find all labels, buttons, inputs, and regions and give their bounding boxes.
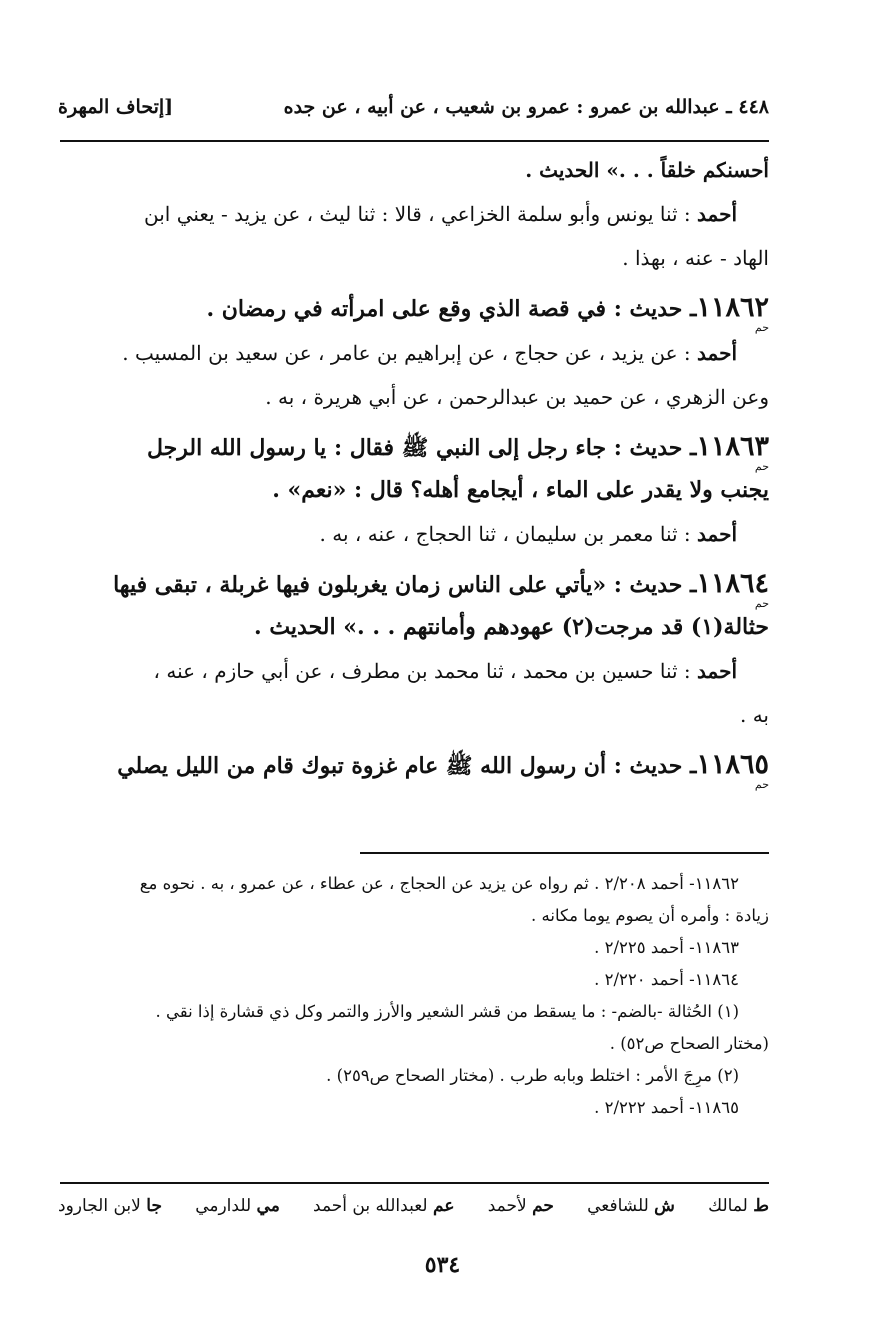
chain-text: : ثنا معمر بن سليمان ، ثنا الحجاج ، عنه ، به . (319, 522, 691, 546)
source-symbol: حم (754, 778, 769, 791)
footnote: ١١٨٦٢- أحمد ٢/٢٠٨ . ثم رواه عن يزيد عن الحجاج ، عن عطاء ، عن عمرو ، به . نحوه مع (139, 874, 739, 893)
page-number: ٥٣٤ (424, 1252, 461, 1278)
hadith-text: ـ حديث : في قصة الذي وقع على امرأته في رمضان . (206, 296, 697, 322)
hadith-number: ١١٨٦٤ (696, 568, 769, 599)
header-divider (60, 140, 769, 142)
chain-text: : ثنا يونس وأبو سلمة الخزاعي ، قالا : ثنا ليث ، عن يزيد - يعني ابن (143, 202, 691, 226)
chain-text: : ثنا حسين بن محمد ، ثنا محمد بن مطرف ، عن أبي حازم ، عنه ، (153, 659, 691, 683)
legend-item: ش للشافعي (587, 1196, 675, 1216)
narrator: أحمد (697, 341, 737, 365)
hadith-number: ١١٨٦٢ (696, 292, 769, 323)
footnote-divider (360, 852, 769, 854)
legend-item: حم لأحمد (487, 1196, 554, 1216)
hadith-11865 (58, 743, 769, 791)
hadith-number: ١١٨٦٣ (696, 431, 769, 462)
legend-divider (60, 1182, 769, 1184)
source-symbol: حم (754, 597, 769, 610)
narrator: أحمد (697, 202, 737, 226)
hadith-text-cont: يجنب ولا يقدر على الماء ، أيجامع أهله؟ قال : «نعم» . (272, 477, 769, 503)
legend-item: ط لمالك (708, 1196, 769, 1216)
footnote: ١١٨٦٤- أحمد ٢/٢٢٠ . (594, 970, 739, 989)
legend-item: مي للدارمي (195, 1196, 280, 1216)
footnote-cont: زيادة : وأمره أن يصوم يوما مكانه . (531, 906, 769, 925)
hadith-11863 (58, 425, 769, 473)
hadith-11864 (58, 562, 769, 610)
hadith-chain (58, 649, 769, 693)
hadith-text: ـ حديث : «يأتي على الناس زمان يغربلون فيها غربلة ، تبقى فيها (113, 572, 697, 598)
running-head (58, 90, 769, 124)
hadith-text: ـ حديث : جاء رجل إلى النبي ﷺ فقال : يا رسول الله الرجل (146, 435, 697, 461)
hadith-chain (58, 512, 769, 556)
hadith-text-cont: حثالة(١) قد مرجت(٢) عهودهم وأمانتهم . . .» الحديث . (254, 614, 769, 640)
chain-cont: وعن الزهري ، عن حميد بن عبدالرحمن ، عن أبي هريرة ، به . (265, 385, 769, 409)
abbreviation-legend (58, 1196, 769, 1216)
page-title: ٤٤٨ ـ عبدالله بن عمرو : عمرو بن شعيب ، عن أبيه ، عن جده (283, 96, 769, 118)
main-text (58, 148, 769, 791)
footnote: (١) الحُثالة -بالضم- : ما يسقط من قشر الشعير والأرز والتمر وكل ذي قشارة إذا نقي . (155, 1002, 739, 1021)
intro-chain (58, 192, 769, 236)
footnote: ١١٨٦٣- أحمد ٢/٢٢٥ . (594, 938, 739, 957)
footnote: ١١٨٦٥- أحمد ٢/٢٢٢ . (594, 1098, 739, 1117)
source-symbol: حم (754, 321, 769, 334)
hadith-text: ـ حديث : أن رسول الله ﷺ عام غزوة تبوك قام من الليل يصلي (117, 753, 697, 779)
footnote: (٢) مرِجَ الأمر : اختلط وبابه طرب . (مختار الصحاح ص٢٥٩) . (326, 1066, 739, 1085)
hadith-chain (58, 331, 769, 375)
legend-item: جا لابن الجارود (58, 1196, 162, 1216)
footnote-cont: (مختار الصحاح ص٥٢) . (609, 1034, 769, 1053)
intro-chain-cont: الهاد - عنه ، بهذا . (622, 246, 769, 270)
book-title: [إتحاف المهرة (58, 96, 174, 118)
legend-item: عم لعبدالله بن أحمد (313, 1196, 455, 1216)
footnotes (58, 868, 769, 1124)
narrator: أحمد (697, 522, 737, 546)
intro-line: أحسنكم خلقاً . . .» الحديث . (525, 158, 769, 182)
hadith-number: ١١٨٦٥ (696, 749, 769, 780)
chain-text: : عن يزيد ، عن حجاج ، عن إبراهيم بن عامر ، عن سعيد بن المسيب . (122, 341, 691, 365)
source-symbol: حم (754, 460, 769, 473)
narrator: أحمد (697, 659, 737, 683)
chain-cont: به . (739, 703, 769, 727)
